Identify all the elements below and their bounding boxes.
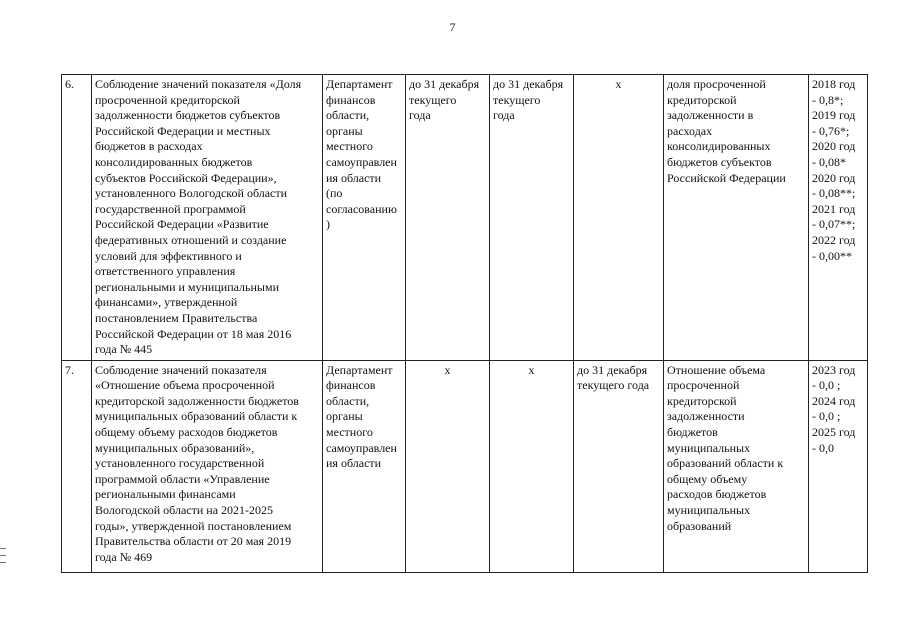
cell-line: Департамент <box>326 77 393 91</box>
cell-line: x <box>444 362 451 377</box>
cell-line: консолидированных <box>667 139 771 154</box>
scan-mark <box>0 562 6 563</box>
cell-line: Российской Федерации «Развитие <box>95 217 269 232</box>
cell-line: - 0,00** <box>812 248 852 263</box>
cell-line: - 0,0 <box>812 440 834 455</box>
cell-line: Правительства области от 20 мая 2019 <box>95 534 292 549</box>
cell-line: года № 469 <box>95 549 153 564</box>
start-date-cell <box>406 360 490 572</box>
cell-line: ия области <box>326 456 382 471</box>
cell-line: 2022 год <box>812 232 856 247</box>
cell-line: - 0,8*; <box>812 92 844 107</box>
cell-line: региональными и муниципальными <box>95 279 280 294</box>
cell-line: финансов <box>326 92 376 107</box>
indicator-cell <box>664 360 809 572</box>
cell-line: бюджетов в расходах <box>95 139 203 154</box>
cell-line: 2025 год <box>812 425 856 440</box>
cell-line: Вологодской области на 2021-2025 <box>95 503 274 518</box>
cell-line: задолженности бюджетов субъектов <box>95 108 281 123</box>
executor-cell <box>323 75 406 361</box>
cell-line: органы <box>326 409 363 424</box>
cell-line: 2024 год <box>812 393 856 408</box>
cell-line: государственной программой <box>95 201 246 216</box>
cell-line: x <box>615 77 622 91</box>
cell-line: бюджетов субъектов <box>667 154 772 169</box>
cell-line: бюджетов <box>667 425 718 440</box>
cell-line: 2021 год <box>812 201 856 216</box>
cell-line: консолидированных бюджетов <box>95 154 253 169</box>
row-number: 7. <box>65 362 74 377</box>
cell-line: ответственного управления <box>95 264 236 279</box>
cell-line: установленного государственной <box>95 456 265 471</box>
cell-line: области, <box>326 393 370 408</box>
indicator-values-cell <box>809 360 868 572</box>
table-row <box>62 75 868 361</box>
cell-line: текущего <box>493 92 541 107</box>
cell-line: года <box>493 108 515 123</box>
cell-line: области, <box>326 108 370 123</box>
measures-table <box>61 74 868 573</box>
cell-line: Соблюдение значений показателя «Доля <box>95 77 302 91</box>
page-number: 7 <box>449 20 456 34</box>
cell-line: 2020 год <box>812 139 856 154</box>
cell-line: ) <box>326 217 330 232</box>
cell-line: года № 445 <box>95 342 153 357</box>
cell-line: общему объему расходов бюджетов <box>95 425 278 440</box>
cell-line: образований <box>667 518 732 533</box>
table-row <box>62 360 868 572</box>
start-date-cell <box>406 75 490 361</box>
cell-line: просроченной <box>667 378 740 393</box>
cell-line: муниципальных <box>667 503 751 518</box>
cell-line: финансов <box>326 378 376 393</box>
cell-line: условий для эффективного и <box>95 248 242 263</box>
cell-line: постановлением Правительства <box>95 310 258 325</box>
table-body <box>62 75 868 573</box>
executor-cell <box>323 360 406 572</box>
cell-line: кредиторской <box>667 393 737 408</box>
cell-line: - 0,0 ; <box>812 378 841 393</box>
cell-line: согласованию <box>326 201 397 216</box>
cell-line: 2018 год <box>812 77 856 91</box>
cell-line: местного <box>326 425 373 440</box>
cell-line: 2020 год <box>812 170 856 185</box>
cell-line: самоуправлен <box>326 440 397 455</box>
cell-line: (по <box>326 186 343 201</box>
cell-line: финансами», утвержденной <box>95 295 238 310</box>
cell-line: - 0,08**; <box>812 186 856 201</box>
cell-line: x <box>528 362 535 377</box>
cell-line: Департамент <box>326 362 393 377</box>
row-number-cell <box>62 360 92 572</box>
cell-line: субъектов Российской Федерации», <box>95 170 277 185</box>
cell-line: установленного Вологодской области <box>95 186 288 201</box>
cell-line: Российской Федерации и местных <box>95 123 271 138</box>
cell-line: кредиторской <box>667 92 737 107</box>
row-number-cell <box>62 75 92 361</box>
cell-line: образований области к <box>667 456 784 471</box>
cell-line: текущего <box>409 92 457 107</box>
scan-mark <box>0 548 6 549</box>
cell-line: года <box>409 108 431 123</box>
cell-line: расходах <box>667 123 713 138</box>
measure-cell <box>92 360 323 572</box>
cell-line: до 31 декабря <box>493 77 564 91</box>
cell-line: доля просроченной <box>667 77 766 91</box>
cell-line: муниципальных образований области к <box>95 409 298 424</box>
cell-line: текущего года <box>577 378 650 393</box>
cell-line: ия области <box>326 170 382 185</box>
cell-line: задолженности в <box>667 108 754 123</box>
cell-line: - 0,76*; <box>812 123 850 138</box>
cell-line: Соблюдение значений показателя <box>95 362 267 377</box>
cell-line: - 0,0 ; <box>812 409 841 424</box>
indicator-cell <box>664 75 809 361</box>
cell-line: муниципальных образований», <box>95 440 255 455</box>
cell-line: до 31 декабря <box>409 77 480 91</box>
measure-cell <box>92 75 323 361</box>
scan-mark <box>0 555 6 556</box>
cell-line: Российской Федерации от 18 мая 2016 <box>95 326 292 341</box>
cell-line: Российской Федерации <box>667 170 786 185</box>
cell-line: кредиторской задолженности бюджетов <box>95 393 299 408</box>
cell-line: - 0,07**; <box>812 217 856 232</box>
cell-line: 2019 год <box>812 108 856 123</box>
indicator-values-cell <box>809 75 868 361</box>
cell-line: годы», утвержденной постановлением <box>95 518 292 533</box>
cell-line: Отношение объема <box>667 362 766 377</box>
cell-line: муниципальных <box>667 440 751 455</box>
row-number: 6. <box>65 77 74 91</box>
cell-line: самоуправлен <box>326 154 397 169</box>
cell-line: региональными финансами <box>95 487 236 502</box>
scan-margin-marks <box>0 548 8 569</box>
cell-line: федеративных отношений и создание <box>95 232 287 247</box>
cell-line: 2023 год <box>812 362 856 377</box>
cell-line: «Отношение объема просроченной <box>95 378 275 393</box>
deadline-cell <box>574 75 664 361</box>
cell-line: общему объему <box>667 471 748 486</box>
cell-line: программой области «Управление <box>95 471 270 486</box>
cell-line: до 31 декабря <box>577 362 648 377</box>
cell-line: местного <box>326 139 373 154</box>
end-date-cell <box>490 75 574 361</box>
cell-line: задолженности <box>667 409 745 424</box>
cell-line: расходов бюджетов <box>667 487 767 502</box>
cell-line: - 0,08* <box>812 154 846 169</box>
deadline-cell <box>574 360 664 572</box>
cell-line: просроченной кредиторской <box>95 92 240 107</box>
cell-line: органы <box>326 123 363 138</box>
end-date-cell <box>490 360 574 572</box>
